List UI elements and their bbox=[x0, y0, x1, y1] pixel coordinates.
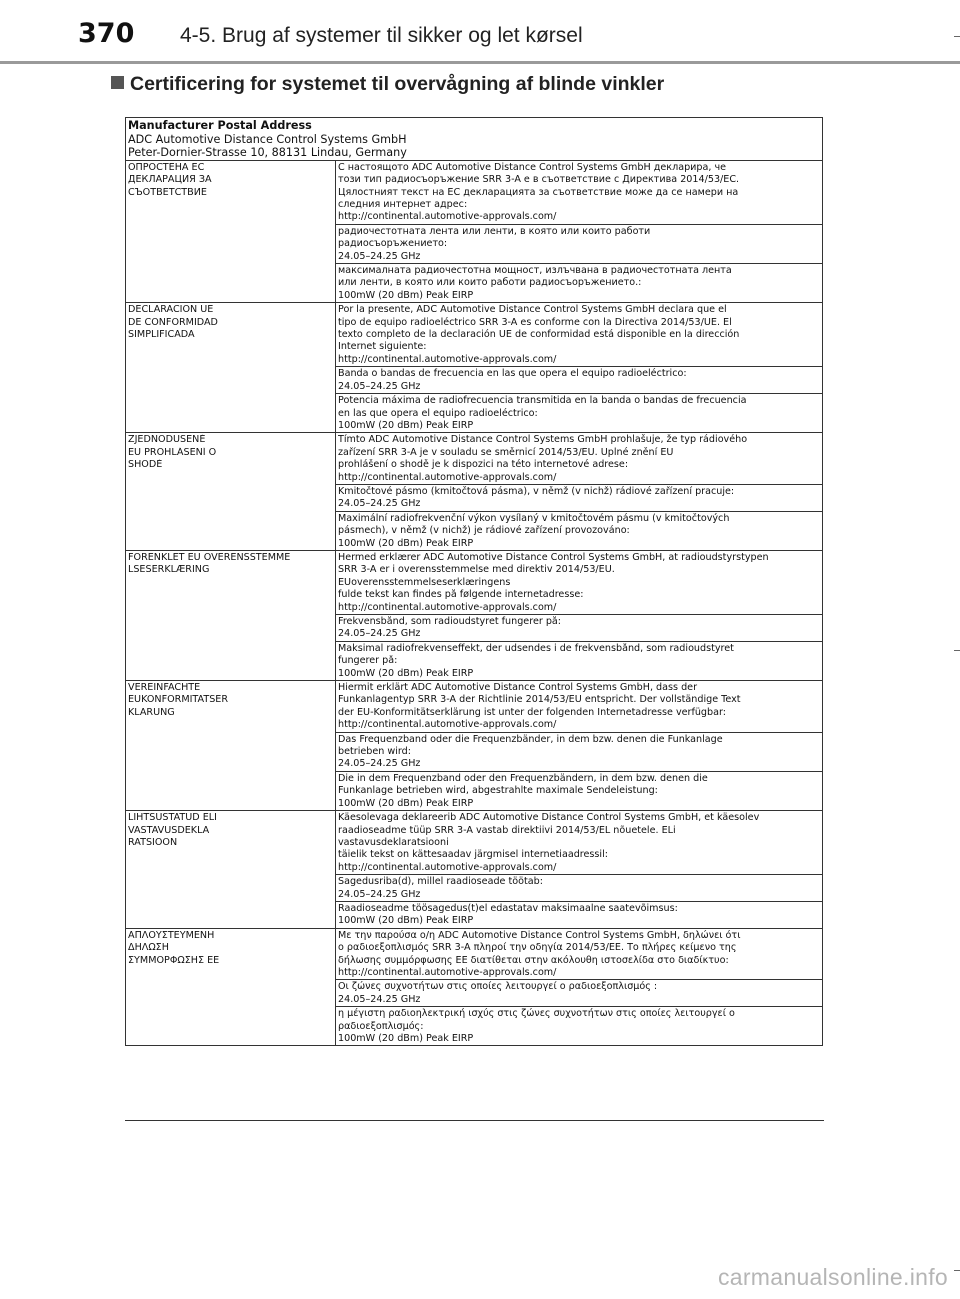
declaration-label-line: ДЕКЛАРАЦИЯ ЗА bbox=[128, 174, 212, 186]
declaration-text-cell bbox=[336, 901, 823, 928]
declaration-text-cell bbox=[336, 511, 823, 550]
declaration-label-line: ZJEDNODUŠENÉ bbox=[128, 434, 206, 446]
declaration-text-line: Funkanlagentyp SRR 3-A der Richtlinie 2014/53/EU entspricht. Der vollständige Text bbox=[338, 694, 741, 706]
declaration-text-line: tipo de equipo radioeléctrico SRR 3-A es conforme con la Directiva 2014/53/UE. El bbox=[338, 316, 732, 328]
declaration-label-line: DECLARACIÓN UE bbox=[128, 304, 214, 316]
declaration-text-line: този тип радиосъоръжение SRR 3-A е в съответствие с Директива 2014/53/ЕС. bbox=[338, 174, 740, 186]
declaration-text-cell bbox=[336, 732, 823, 771]
declaration-label-line: RATSIOON bbox=[128, 836, 178, 848]
declaration-label-line: EU PROHLÁŠENÍ O bbox=[128, 446, 217, 458]
declaration-text-cell bbox=[336, 771, 823, 810]
declaration-text-line: pásmech), v němž (v nichž) je rádiové zařízení provozováno: bbox=[338, 525, 630, 537]
declaration-text-line: Με την παρούσα ο/η ADC Automotive Distance Control Systems GmbH, δηλώνει ότι bbox=[338, 929, 741, 941]
declaration-text-line: Funkanlage betrieben wird, abgestrahlte maximale Sendeleistung: bbox=[338, 785, 658, 797]
declaration-text-line: ραδιοεξοπλισμός: bbox=[338, 1020, 424, 1032]
crop-mark bbox=[954, 36, 960, 37]
declaration-text-cell bbox=[336, 681, 823, 733]
declaration-text-line: Sagedusriba(d), millel raadioseade töötab: bbox=[338, 876, 543, 888]
declaration-label-line: EUKONFORMITÄTSER bbox=[128, 694, 229, 706]
address-heading: Manufacturer Postal Address bbox=[128, 119, 312, 132]
declaration-text-line: Por la presente, ADC Automotive Distance Control Systems GmbH declara que el bbox=[338, 304, 727, 316]
declaration-text-cell bbox=[336, 160, 823, 224]
declaration-text-line: η μέγιστη ραδιοηλεκτρική ισχύς στις ζώνες συχνοτήτων στις οποίες λειτουργεί ο bbox=[338, 1008, 735, 1020]
declaration-label-line: FORENKLET EU OVERENSSTEMME bbox=[128, 551, 291, 563]
declaration-label-line: VASTAVUSDEKLA bbox=[128, 824, 210, 836]
declaration-row bbox=[126, 681, 823, 733]
declaration-label-line: ΑΠΛΟΥΣΤΕΥΜΕΝΗ bbox=[128, 929, 215, 941]
declaration-text-line: texto completo de la declaración UE de conformidad está disponible en la dirección bbox=[338, 329, 740, 341]
declaration-text-line: 100mW (20 dBm) Peak EIRP bbox=[338, 419, 474, 431]
declaration-text-cell bbox=[336, 615, 823, 642]
address-company: ADC Automotive Distance Control Systems GmbH bbox=[128, 132, 407, 146]
page-number: 370 bbox=[78, 18, 135, 49]
declaration-text-cell bbox=[336, 1007, 823, 1046]
declaration-label-line: ΣΥΜΜΟΡΦΩΣΗΣ ΕΕ bbox=[128, 954, 220, 966]
declaration-text-line: SRR 3-A er i overensstemmelse med direktiv 2014/53/EU. bbox=[338, 564, 615, 576]
declaration-text-line: fungerer på: bbox=[338, 655, 398, 667]
declaration-text-line: 100mW (20 dBm) Peak EIRP bbox=[338, 289, 474, 301]
declaration-label-cell bbox=[126, 928, 336, 1046]
declaration-text-line: Das Frequenzband oder die Frequenzbänder, in dem bzw. denen die Funkanlage bbox=[338, 733, 723, 745]
declaration-text-line: Maksimal radiofrekvenseffekt, der udsendes i de frekvensbånd, som radioudstyret bbox=[338, 642, 734, 654]
declaration-text-line: ο ραδιοεξοπλισμός SRR 3-A πληροί την οδηγία 2014/53/ΕΕ. Το πλήρες κείμενο της bbox=[338, 942, 737, 954]
declaration-text-line: http://continental.automotive-approvals.com/ bbox=[338, 966, 557, 978]
page-header bbox=[0, 0, 960, 64]
address-street: Peter-Dornier-Strasse 10, 88131 Lindau, Germany bbox=[128, 146, 407, 160]
declaration-row bbox=[126, 811, 823, 875]
declaration-row bbox=[126, 928, 823, 980]
declaration-label-line: ΔΗΛΩΣΗ bbox=[128, 942, 169, 954]
declaration-label-line: DE CONFORMIDAD bbox=[128, 316, 218, 328]
declaration-text-line: или ленти, в която или които работи радиосъоръжението.: bbox=[338, 277, 642, 289]
declaration-label-line: LSESERKLÆRING bbox=[128, 564, 210, 576]
declaration-text-line: 100mW (20 dBm) Peak EIRP bbox=[338, 1033, 474, 1044]
declaration-label-line: LIHTSUSTATUD ELI bbox=[128, 812, 217, 824]
declaration-label-cell bbox=[126, 550, 336, 680]
declaration-text-line: 24.05–24.25 GHz bbox=[338, 250, 421, 262]
declaration-text-line: 100mW (20 dBm) Peak EIRP bbox=[338, 915, 474, 927]
declaration-text-line: Internet siguiente: bbox=[338, 341, 427, 353]
declaration-text-line: prohlášení o shodě je k dispozici na této internetové adrese: bbox=[338, 459, 629, 471]
declaration-text-line: Potencia máxima de radiofrecuencia transmitida en la banda o bandas de frecuencia bbox=[338, 395, 747, 407]
declaration-text-line: следния интернет адрес: bbox=[338, 199, 468, 210]
address-row bbox=[126, 118, 823, 161]
declaration-text-line: Hiermit erklärt ADC Automotive Distance Control Systems GmbH, dass der bbox=[338, 682, 698, 694]
declaration-text-line: vastavusdeklaratsiooni bbox=[338, 836, 449, 848]
table-bottom-rule bbox=[125, 1120, 824, 1121]
declaration-text-line: радиочестотната лента или ленти, в която или които работи bbox=[338, 225, 651, 237]
declaration-text-line: Kmitočtové pásmo (kmitočtová pásma), v němž (v nichž) rádiové zařízení pracuje: bbox=[338, 485, 735, 497]
declaration-label-line: SHODĚ bbox=[128, 459, 163, 471]
declaration-label-cell bbox=[126, 811, 336, 929]
declaration-text-line: en las que opera el equipo radioeléctrico: bbox=[338, 407, 538, 419]
declaration-text-line: максималната радиочестотна мощност, излъчвана в радиочестотната лента bbox=[338, 265, 732, 277]
declaration-text-line: EUoverensstemmelseserklæringens bbox=[338, 576, 511, 588]
declaration-text-line: http://continental.automotive-approvals.com/ bbox=[338, 211, 557, 223]
section-title-text: Certificering for systemet til overvågning af blinde vinkler bbox=[130, 73, 665, 95]
declaration-text-line: Tímto ADC Automotive Distance Control Systems GmbH prohlašuje, že typ rádiového bbox=[338, 434, 748, 446]
address-cell bbox=[126, 118, 823, 161]
declaration-text-line: Banda o bandas de frecuencia en las que opera el equipo radioeléctrico: bbox=[338, 368, 687, 380]
declaration-text-line: raadioseadme tüüp SRR 3-A vastab direktiivi 2014/53/EL nõuetele. ELi bbox=[338, 824, 676, 836]
declaration-text-cell bbox=[336, 303, 823, 367]
declaration-text-line: http://continental.automotive-approvals.com/ bbox=[338, 601, 557, 613]
certification-table bbox=[125, 117, 823, 1046]
declaration-text-line: 100mW (20 dBm) Peak EIRP bbox=[338, 667, 474, 679]
declaration-text-cell bbox=[336, 394, 823, 433]
declaration-text-line: 24.05–24.25 GHz bbox=[338, 758, 421, 770]
declaration-text-line: 100mW (20 dBm) Peak EIRP bbox=[338, 797, 474, 809]
declaration-text-cell bbox=[336, 264, 823, 303]
header-divider bbox=[0, 61, 960, 64]
declaration-row bbox=[126, 550, 823, 614]
declaration-text-line: täielik tekst on kättesaadav järgmisel internetiaadressil: bbox=[338, 849, 608, 861]
declaration-text-line: http://continental.automotive-approvals.com/ bbox=[338, 861, 557, 873]
declaration-text-line: Käesolevaga deklareerib ADC Automotive Distance Control Systems GmbH, et käesolev bbox=[338, 812, 760, 824]
declaration-text-line: Hermed erklærer ADC Automotive Distance Control Systems GmbH, at radioudstyrstypen bbox=[338, 551, 769, 563]
declaration-row bbox=[126, 303, 823, 367]
declaration-text-line: Raadioseadme töösagedus(t)el edastatav maksimaalne saatevõimsus: bbox=[338, 902, 678, 914]
declaration-text-line: Frekvensbånd, som radioudstyret fungerer på: bbox=[338, 616, 562, 627]
declaration-text-cell bbox=[336, 641, 823, 680]
declaration-text-line: http://continental.automotive-approvals.com/ bbox=[338, 353, 557, 365]
declaration-text-line: Цялостният текст на ЕС декларацията за съответствие може да се намери на bbox=[338, 186, 739, 198]
declaration-label-line: VEREINFACHTE bbox=[128, 682, 201, 694]
declaration-label-cell bbox=[126, 160, 336, 302]
declaration-label-line: SIMPLIFICADA bbox=[128, 329, 195, 341]
declaration-label-line: СЪОТВЕТСТВИЕ bbox=[128, 186, 207, 198]
chapter-title: 4-5. Brug af systemer til sikker og let kørsel bbox=[180, 24, 583, 47]
declaration-text-line: 100mW (20 dBm) Peak EIRP bbox=[338, 537, 474, 549]
declaration-text-line: 24.05–24.25 GHz bbox=[338, 888, 421, 900]
declaration-text-cell bbox=[336, 433, 823, 485]
watermark-text: carmanualsonline.info bbox=[717, 1264, 948, 1290]
declaration-label-line: ОПРОСТЕНА ЕС bbox=[128, 161, 205, 173]
declaration-text-cell bbox=[336, 875, 823, 902]
declaration-text-cell bbox=[336, 928, 823, 980]
declaration-text-line: 24.05–24.25 GHz bbox=[338, 628, 421, 640]
declaration-text-line: 24.05–24.25 GHz bbox=[338, 993, 421, 1005]
declaration-text-line: Οι ζώνες συχνοτήτων στις οποίες λειτουργεί ο ραδιοεξοπλισμός : bbox=[338, 981, 658, 993]
declaration-text-line: Die in dem Frequenzband oder den Frequenzbändern, in dem bzw. denen die bbox=[338, 772, 708, 784]
declaration-text-line: der EU-Konformitätserklärung ist unter der folgenden Internetadresse verfügbar: bbox=[338, 706, 727, 718]
crop-mark bbox=[954, 650, 960, 651]
declaration-text-cell bbox=[336, 224, 823, 263]
declaration-text-cell bbox=[336, 811, 823, 875]
declaration-label-cell bbox=[126, 681, 336, 811]
declaration-text-line: http://continental.automotive-approvals.com/ bbox=[338, 471, 557, 483]
declaration-text-line: 24.05–24.25 GHz bbox=[338, 498, 421, 510]
declaration-text-line: 24.05–24.25 GHz bbox=[338, 380, 421, 392]
declaration-label-line: KLÄRUNG bbox=[128, 706, 175, 718]
declaration-text-line: zařízení SRR 3-A je v souladu se směrnicí 2014/53/EU. Úplné znění EU bbox=[338, 446, 674, 458]
declaration-text-line: Maximální radiofrekvenční výkon vysílaný v kmitočtovém pásmu (v kmitočtových bbox=[338, 512, 730, 524]
declaration-text-cell bbox=[336, 367, 823, 394]
declaration-text-line: fulde tekst kan findes på følgende internetadresse: bbox=[338, 589, 584, 601]
declaration-text-line: δήλωσης συμμόρφωσης ΕΕ διατίθεται στην ακόλουθη ιστοσελίδα στο διαδίκτυο: bbox=[338, 954, 729, 966]
declaration-text-line: http://continental.automotive-approvals.com/ bbox=[338, 719, 557, 731]
declaration-text-line: радиосъоръжението: bbox=[338, 238, 448, 250]
declaration-text-line: С настоящото ADC Automotive Distance Control Systems GmbH декларира, че bbox=[338, 161, 727, 173]
declaration-label-cell bbox=[126, 433, 336, 551]
crop-mark bbox=[954, 1270, 960, 1271]
declaration-label-cell bbox=[126, 303, 336, 433]
declaration-text-cell bbox=[336, 550, 823, 614]
declaration-text-line: betrieben wird: bbox=[338, 746, 411, 758]
section-title bbox=[111, 73, 664, 96]
section-bullet-icon bbox=[111, 76, 124, 89]
declaration-text-cell bbox=[336, 980, 823, 1007]
declaration-text-cell bbox=[336, 484, 823, 511]
declaration-row bbox=[126, 160, 823, 224]
declaration-row bbox=[126, 433, 823, 485]
